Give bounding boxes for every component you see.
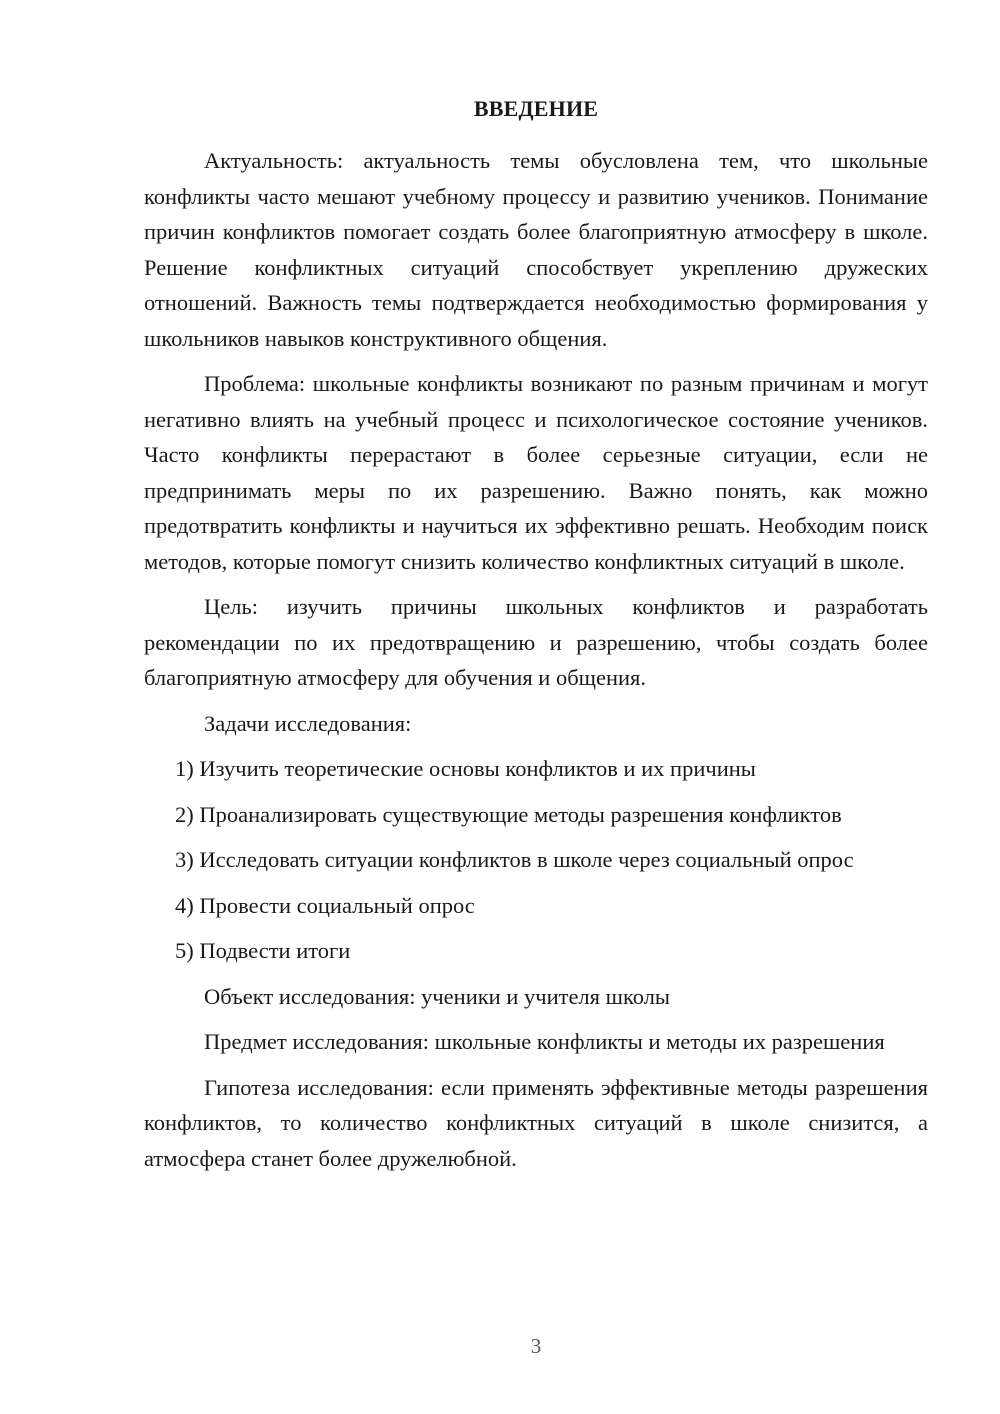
paragraph-relevance: Актуальность: актуальность темы обусловлена тем, что школьные конфликты часто мешают учебному процессу и развитию учеников. Понимание причин конфликтов помогает создать более благоприятную атмосферу в школе. Решение конфликтных ситуаций способствует укреплению дружеских отношений. Важность темы подтверждается необходимостью формирования у школьников навыков конструктивного общения. (144, 148, 928, 351)
task-item-5: 5) Подвести итоги (175, 938, 351, 963)
paragraph-object: Объект исследования: ученики и учителя школы (204, 983, 671, 1009)
task-item-1: 1) Изучить теоретические основы конфликтов и их причины (175, 756, 756, 781)
paragraph-subject: Предмет исследования: школьные конфликты и методы их разрешения (204, 1029, 885, 1054)
paragraph-goal: Цель: изучить причины школьных конфликтов и разработать рекомендации по их предотвращению и разрешению, чтобы создать более благоприятную атмосферу для обучения и общения. (144, 594, 928, 690)
task-item-2: 2) Проанализировать существующие методы разрешения конфликтов (175, 801, 842, 827)
document-body (144, 143, 928, 1176)
task-item-4: 4) Провести социальный опрос (175, 892, 475, 918)
paragraph-problem: Проблема: школьные конфликты возникают по разным причинам и могут негативно влиять на учебный процесс и психологическое состояние учеников. Часто конфликты перерастают в более серьезные ситуации, если не предпринимать меры по их разрешению. Важно понять, как можно предотвратить конфликты и научиться их эффективно решать. Необходим поиск методов, которые помогут снизить количество конфликтных ситуаций в школе. (144, 371, 928, 574)
page-number: 3 (530, 1334, 542, 1358)
section-heading: ВВЕДЕНИЕ (473, 96, 599, 121)
paragraph-hypothesis: Гипотеза исследования: если применять эффективные методы разрешения конфликтов, то количество конфликтных ситуаций в школе снизится, а атмосфера станет более дружелюбной. (144, 1074, 928, 1171)
task-item-3: 3) Исследовать ситуации конфликтов в школе через социальный опрос (175, 847, 854, 872)
paragraph-tasks-title: Задачи исследования: (204, 710, 412, 736)
